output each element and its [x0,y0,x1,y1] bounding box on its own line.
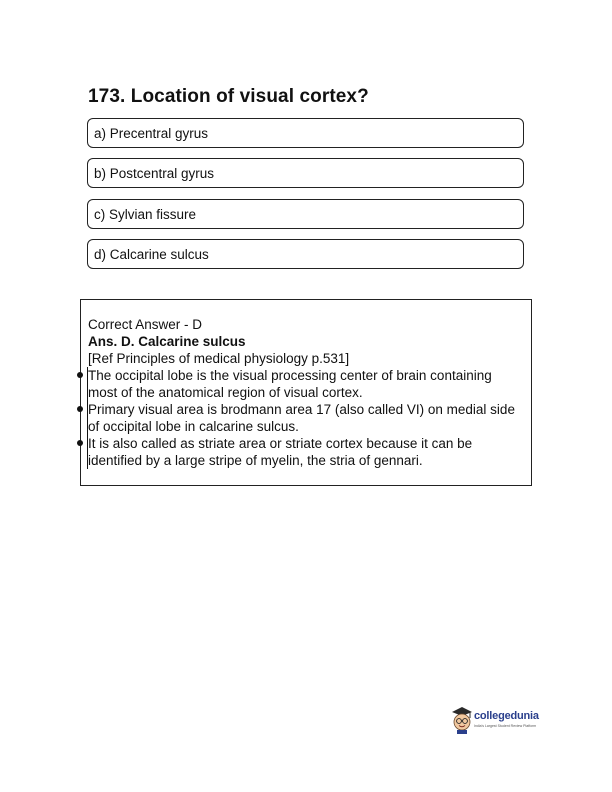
bullet-rule [87,435,88,469]
bullet-rule [87,401,88,435]
option-d[interactable]: d) Calcarine sulcus [87,239,524,269]
bullet-rule [87,367,88,401]
explanation-text: Primary visual area is brodmann area 17 (also called VI) on medial side of occipital lobe in calcarine sulcus. [88,402,515,434]
logo-tagline: India's Largest Student Review Platform [474,724,537,728]
explanation-item [88,401,521,435]
collegedunia-logo [450,703,550,739]
bullet-icon [77,372,83,378]
mascot-icon [450,705,474,735]
explanation-list [88,367,521,469]
answer-heading: Ans. D. Calcarine sulcus [88,334,246,349]
correct-answer-line: Correct Answer - D [88,317,203,332]
option-a[interactable]: a) Precentral gyrus [87,118,524,148]
explanation-item [88,367,521,401]
logo-wordmark: collegedunia [474,710,539,722]
explanation-text: The occipital lobe is the visual processing center of brain containing most of the anatomical region of visual cortex. [88,368,492,400]
option-b[interactable]: b) Postcentral gyrus [87,158,524,188]
question-title: 173. Location of visual cortex? [88,86,369,107]
option-c[interactable]: c) Sylvian fissure [87,199,524,229]
explanation-item [88,435,521,469]
bullet-icon [77,406,83,412]
bullet-icon [77,440,83,446]
reference-line: [Ref Principles of medical physiology p.531] [88,351,350,366]
answer-explanation-box [80,299,532,486]
explanation-text: It is also called as striate area or striate cortex because it can be identified by a large stripe of myelin, the stria of gennari. [88,436,473,468]
